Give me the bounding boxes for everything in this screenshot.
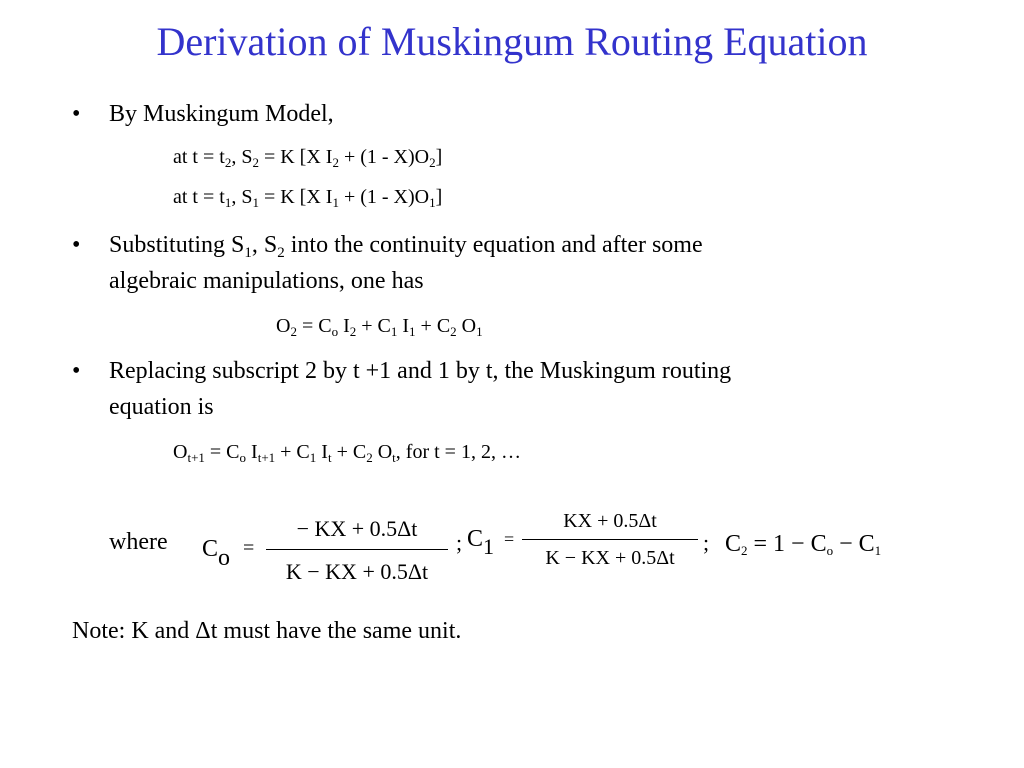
bullet-symbol: •	[72, 101, 81, 127]
equation-at-t2: at $t = t_2$, $S_2 = K$ [X $I_2 + (1 - X)O_2$]	[173, 146, 443, 170]
co-fraction-bar	[266, 549, 448, 550]
c1-fraction-bar	[522, 539, 698, 540]
bullet-text-line2: equation is	[109, 394, 214, 420]
bullet-symbol: •	[72, 358, 81, 384]
co-lhs: Co	[202, 536, 231, 571]
equation-routing: $O_{t+1} = C_o$ $I_{t+1} + C_1$ $I_t + C_2$ $O_t$, for t = 1, 2, …	[173, 441, 521, 465]
equation-at-t1: at $t = t_1$, $S_1 = K$ [X $I_1 + (1 - X)O_1$]	[173, 186, 443, 210]
equation-o2: $O_2 = C_o$ $I_2 + C_1$ $I_1 + C_2$ $O_1$	[276, 315, 483, 339]
c1-lhs: C1	[467, 526, 495, 559]
co-numerator: − KX + 0.5Δt	[296, 516, 418, 541]
co-equals: =	[243, 537, 255, 559]
slide-title: Derivation of Muskingum Routing Equation	[156, 19, 868, 64]
separator-1: ;	[456, 530, 463, 555]
note-text: Note: K and Δt must have the same unit.	[72, 618, 462, 644]
c1-equals: =	[504, 529, 515, 549]
bullet-symbol: •	[72, 232, 81, 258]
c1-denominator: K − KX + 0.5Δt	[545, 547, 675, 569]
separator-2: ;	[703, 530, 710, 555]
bullet-text-line2: algebraic manipulations, one has	[109, 268, 424, 294]
where-label: where	[109, 529, 168, 555]
co-denominator: K − KX + 0.5Δt	[285, 559, 429, 584]
bullet-text-line1: Replacing subscript 2 by t +1 and 1 by t, the Muskingum routing	[109, 358, 732, 384]
bullet-text: By Muskingum Model,	[109, 101, 334, 127]
c2-formula: $C_2 = 1 - C_o - C_1$	[725, 531, 882, 558]
bullet-text-line1: Substituting $S_1$, $S_2$ into the continuity equation and after some	[109, 232, 703, 261]
c1-numerator: KX + 0.5Δt	[563, 510, 657, 532]
